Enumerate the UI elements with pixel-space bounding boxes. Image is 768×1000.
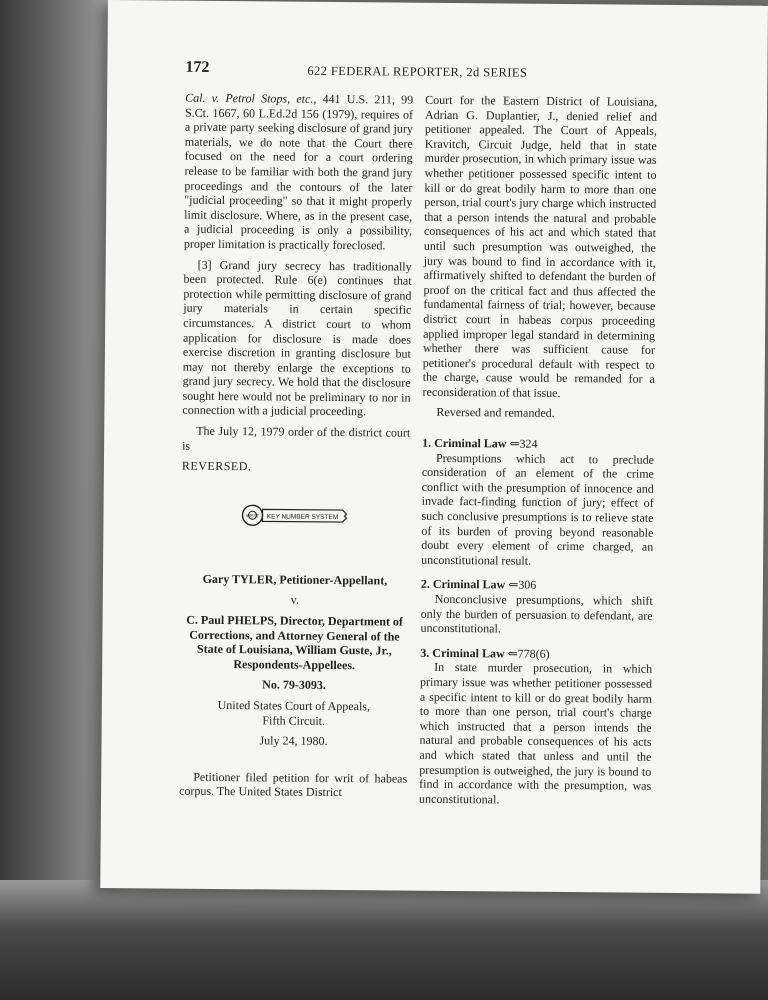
case-party-appellees: C. Paul PHELPS, Director, Department of Corrections, and Attorney General of the State of Louisiana, William Guste, Jr., Respondents-Appellees. bbox=[186, 612, 403, 672]
headnote-text: In state murder prosecution, in which primary issue was whether petitioner possessed a specific intent to kill or do great bodily harm to more than one person, trial court's charge which instructed that a person intends the natural and probable consequences of his acts and which stated that unless and until the presumption is outweighed, the jury is bound to find in accordance with the presumption, was unconstitutional. bbox=[418, 660, 653, 807]
opinion-paragraph-1 bbox=[184, 91, 413, 254]
document-page bbox=[100, 0, 768, 894]
key-number-ref: ⇐778(6) bbox=[507, 646, 550, 661]
key-number-system-logo bbox=[240, 500, 350, 531]
headnote bbox=[420, 577, 653, 637]
logo-text: KEY NUMBER SYSTEM bbox=[266, 513, 339, 521]
court-circuit: Fifth Circuit. bbox=[262, 712, 326, 728]
case-party-appellant: Gary TYLER, Petitioner-Appellant, bbox=[202, 571, 388, 588]
case-versus: v. bbox=[290, 593, 299, 608]
case-citation: Cal. v. Petrol Stops, etc., bbox=[185, 90, 317, 106]
key-number-ref: ⇐306 bbox=[508, 577, 537, 593]
page-number: 172 bbox=[185, 58, 210, 76]
case-number: No. 79-3093. bbox=[262, 677, 326, 693]
headnote-title: 2. Criminal Law bbox=[420, 577, 506, 592]
headnote-title: 3. Criminal Law bbox=[420, 645, 505, 661]
logo-side-text: WEST bbox=[245, 513, 260, 519]
right-column bbox=[419, 93, 657, 814]
headnote bbox=[421, 436, 654, 569]
synopsis-start: Petitioner filed petition for writ of habeas corpus. The United States District bbox=[179, 769, 408, 800]
decision-date: July 24, 1980. bbox=[259, 733, 328, 749]
key-number-ref: ⇐324 bbox=[509, 436, 538, 451]
court-name: United States Court of Appeals, bbox=[217, 697, 371, 714]
left-column bbox=[179, 91, 413, 807]
synopsis-continued: Court for the Eastern District of Louisiana, Adrian G. Duplantier, J., denied relief and petitioner appealed. The Court of Appeals, Kravitch, Circuit Judge, held that in state murder prosecution, in which primary issue was whether petitioner possessed specific intent to kill or do great bodily harm to more than one person, trial court's jury charge which instructed that a person intends the natural and probable consequences of his act and which stated that until such presumption was outweighed, the jury was bound to find in accordance with it, affirmatively shifted to defendant the burden of proof on the critical fact and thus affected the fundamental fairness of trial; however, because district court in habeas corpus proceeding applied improper legal standard in determining whether there was sufficient cause for petitioner's procedural default with respect to the charge, cause would be remanded for a reconsideration of that issue. bbox=[422, 92, 658, 400]
opinion-paragraph-2: [3] Grand jury secrecy has traditionally been protected. Rule 6(e) continues that protection while permitting disclosure of grand jury materials in certain specific circumstances. A district court to whom application for disclosure is made does exercise discretion in granting disclosure but may not thereby enlarge the exceptions to grand jury secrecy. We hold that the disclosure sought here would not be preliminary to nor in connection with a judicial proceeding. bbox=[182, 257, 412, 419]
running-head: 622 FEDERAL REPORTER, 2d SERIES bbox=[307, 63, 528, 80]
opinion-paragraph-1-text: 441 U.S. 211, 99 S.Ct. 1667, 60 L.Ed.2d 156 (1979), requires of a private party seeking disclosure of grand jury materials, we do note that the Court there focused on the need for a court ordering release to be familiar with both the grand jury proceedings and the contours of the later "judicial proceeding" so that it might properly limit disclosure. Where, as in the present case, a judicial proceeding is only a possibility, proper limitation is practically foreclosed. bbox=[183, 91, 414, 253]
disposition: REVERSED. bbox=[181, 458, 252, 474]
opinion-paragraph-3: The July 12, 1979 order of the district court is bbox=[182, 423, 411, 453]
scan-shadow-bottom bbox=[0, 880, 768, 1000]
headnote bbox=[419, 646, 652, 809]
result-line: Reversed and remanded. bbox=[436, 405, 555, 421]
headnote-text: Nonconclusive presumptions, which shift only the burden of persuasion to defendant, are unconstitutional. bbox=[420, 591, 653, 636]
headnote-title: 1. Criminal Law bbox=[422, 435, 507, 451]
headnote-text: Presumptions which act to preclude consideration of an element of the crime conflict with the presumption of innocence and invade fact-finding function of jury; effect of such conclusive presumptions is to relieve state of its burden of proving beyond reasonable doubt every element of crime charged, an unconstitutional result. bbox=[421, 450, 655, 568]
